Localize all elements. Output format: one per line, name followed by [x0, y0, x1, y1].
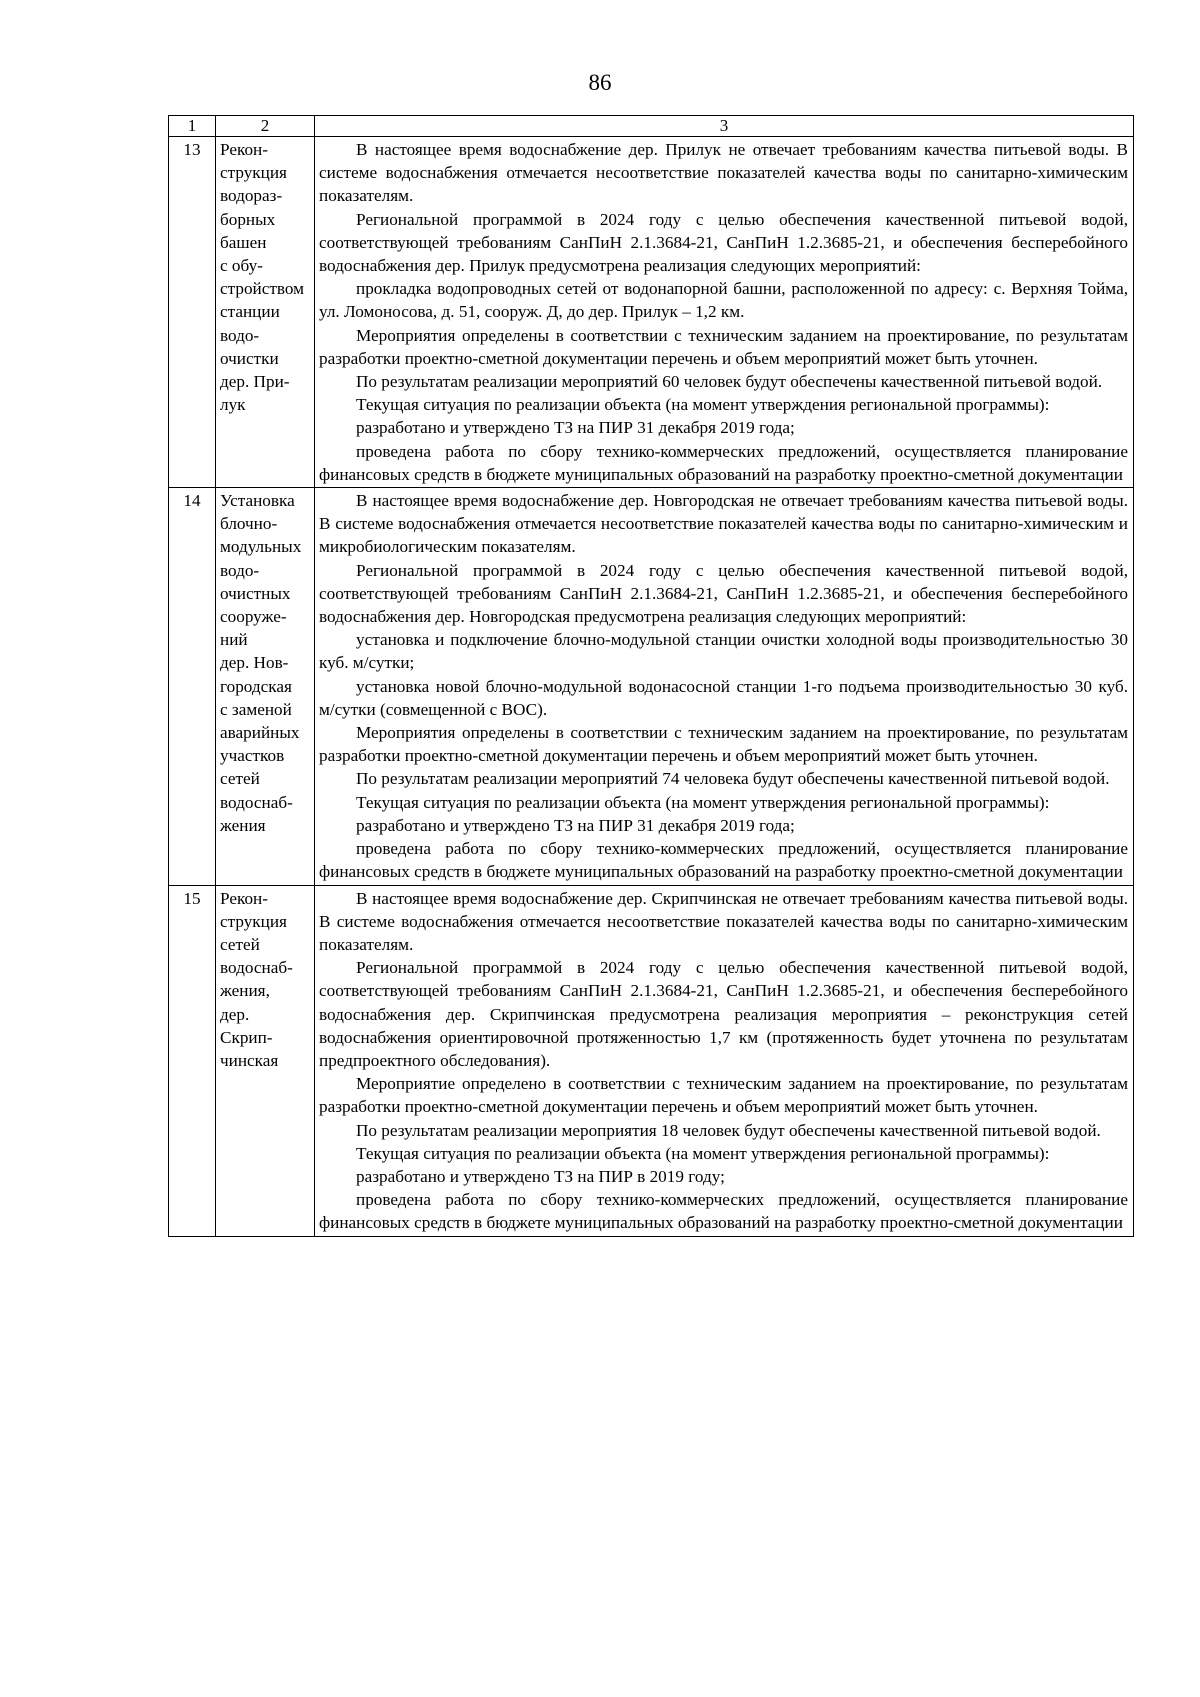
- description-paragraph: В настоящее время водоснабжение дер. Прилук не отвечает требованиям качества питьевой воды. В системе водоснабжения отмечается несоответствие показателей качества воды по санитарно-химическим показателям.: [319, 140, 1128, 206]
- object-name-line: жения,: [220, 981, 270, 1001]
- description-paragraph: проведена работа по сбору технико-коммерческих предложений, осуществляется планирование финансовых средств в бюджете муниципальных образований на разработку проектно-сметной документации: [319, 839, 1128, 882]
- object-name-line: башен: [220, 232, 267, 252]
- description-paragraph: Мероприятие определено в соответствии с техническим заданием на проектирование, по результатам разработки проектно-сметной документации перечень и объем мероприятий может быть уточнен.: [319, 1074, 1128, 1117]
- description-paragraph: Текущая ситуация по реализации объекта (на момент утверждения региональной программы):: [356, 1143, 1050, 1163]
- table-row: [169, 137, 1134, 488]
- description: [315, 488, 1134, 885]
- object-name-line: городская: [220, 676, 292, 696]
- header-col-1: 1: [169, 116, 216, 137]
- object-name-line: водо-: [220, 560, 260, 580]
- description-paragraph: Мероприятия определены в соответствии с техническим заданием на проектирование, по результатам разработки проектно-сметной документации перечень и объем мероприятий может быть уточнен.: [319, 325, 1128, 368]
- object-name-line: Скрип-: [220, 1027, 273, 1047]
- object-name-line: струкция: [220, 163, 287, 183]
- object-name-line: с заменой: [220, 699, 292, 719]
- object-name-line: блочно-: [220, 514, 278, 534]
- object-name-line: дер.: [220, 1004, 250, 1024]
- object-name-line: сетей: [220, 769, 260, 789]
- description-paragraph: разработано и утверждено ТЗ на ПИР в 2019 году;: [356, 1166, 725, 1186]
- object-name-line: водоснаб-: [220, 792, 293, 812]
- object-name-line: борных: [220, 209, 276, 229]
- row-number: 13: [169, 137, 216, 488]
- object-name-line: чинская: [220, 1050, 279, 1070]
- header-row: [169, 116, 1134, 137]
- description-paragraph: По результатам реализации мероприятия 18 человек будут обеспечены качественной питьевой водой.: [356, 1120, 1101, 1140]
- object-name-line: водораз-: [220, 186, 283, 206]
- object-name-line: стройством: [220, 279, 305, 299]
- description-paragraph: В настоящее время водоснабжение дер. Скрипчинская не отвечает требованиям качества питьевой воды. В системе водоснабжения отмечается несоответствие показателей качества воды по санитарно-химическим показателям.: [319, 888, 1128, 954]
- description-paragraph: По результатам реализации мероприятий 74 человека будут обеспечены качественной питьевой водой.: [356, 769, 1110, 789]
- object-name-line: водо-: [220, 325, 260, 345]
- description-paragraph: прокладка водопроводных сетей от водонапорной башни, расположенной по адресу: с. Верхняя Тойма, ул. Ломоносова, д. 51, сооруж. Д, до дер. Прилук – 1,2 км.: [319, 279, 1128, 322]
- object-name-line: станции: [220, 302, 280, 322]
- object-name-line: лук: [220, 395, 246, 415]
- description-paragraph: Текущая ситуация по реализации объекта (на момент утверждения региональной программы):: [356, 395, 1050, 415]
- description: [315, 137, 1134, 488]
- object-name-line: с обу-: [220, 256, 263, 276]
- description-paragraph: проведена работа по сбору технико-коммерческих предложений, осуществляется планирование финансовых средств в бюджете муниципальных образований на разработку проектно-сметной документации: [319, 1190, 1128, 1233]
- object-name-line: жения: [220, 815, 266, 835]
- page-number: 86: [588, 70, 612, 95]
- object-name-line: Рекон-: [220, 888, 268, 908]
- object-name-line: Установка: [220, 491, 295, 511]
- description-paragraph: Региональной программой в 2024 году с целью обеспечения качественной питьевой водой, соответствующей требованиям СанПиН 2.1.3684-21, СанПиН 1.2.3685-21, и обеспечения бесперебойного водоснабжения дер. Скрипчинская предусмотрена реализация мероприятия – реконструкция сетей водоснабжения ориентировочной протяженностью 1,7 км (протяженность будет уточнена по результатам предпроектного обследования).: [319, 958, 1128, 1070]
- table-body: [169, 137, 1134, 1237]
- header-col-3: 3: [315, 116, 1134, 137]
- description-paragraph: разработано и утверждено ТЗ на ПИР 31 декабря 2019 года;: [356, 418, 795, 438]
- object-name-line: очистки: [220, 348, 279, 368]
- description-paragraph: проведена работа по сбору технико-коммерческих предложений, осуществляется планирование финансовых средств в бюджете муниципальных образований на разработку проектно-сметной документации: [319, 441, 1128, 484]
- object-name-line: струкция: [220, 911, 287, 931]
- description-paragraph: Текущая ситуация по реализации объекта (на момент утверждения региональной программы):: [356, 792, 1050, 812]
- object-name-line: аварийных: [220, 723, 300, 743]
- row-number: 15: [169, 885, 216, 1236]
- object-name-line: сооруже-: [220, 607, 287, 627]
- table-row: [169, 885, 1134, 1236]
- object-name-line: дер. Нов-: [220, 653, 289, 673]
- description-paragraph: Региональной программой в 2024 году с целью обеспечения качественной питьевой водой, соответствующей требованиям СанПиН 2.1.3684-21, СанПиН 1.2.3685-21, и обеспечения бесперебойного водоснабжения дер. Новгородская предусмотрена реализация следующих мероприятий:: [319, 560, 1128, 627]
- object-name: [216, 885, 315, 1236]
- row-number: 14: [169, 488, 216, 885]
- object-name-line: модульных: [220, 537, 302, 557]
- object-name-line: водоснаб-: [220, 958, 293, 978]
- object-name-line: дер. При-: [220, 372, 290, 392]
- object-name-line: Рекон-: [220, 140, 268, 159]
- object-name-line: участков: [220, 746, 285, 766]
- description-paragraph: Региональной программой в 2024 году с целью обеспечения качественной питьевой водой, соответствующей требованиям СанПиН 2.1.3684-21, СанПиН 1.2.3685-21, и обеспечения бесперебойного водоснабжения дер. Прилук предусмотрена реализация следующих мероприятий:: [319, 209, 1128, 276]
- header-col-2: 2: [216, 116, 315, 137]
- description-paragraph: разработано и утверждено ТЗ на ПИР 31 декабря 2019 года;: [356, 815, 795, 835]
- description-paragraph: установка и подключение блочно-модульной станции очистки холодной воды производительностью 30 куб. м/сутки;: [319, 630, 1128, 673]
- object-name: [216, 488, 315, 885]
- description-paragraph: В настоящее время водоснабжение дер. Новгородская не отвечает требованиям качества питьевой воды. В системе водоснабжения отмечается несоответствие показателей качества воды по санитарно-химическим и микробиологическим показателям.: [319, 491, 1128, 557]
- description-paragraph: По результатам реализации мероприятий 60 человек будут обеспечены качественной питьевой водой.: [356, 372, 1103, 392]
- description: [315, 885, 1134, 1236]
- description-paragraph: установка новой блочно-модульной водонасосной станции 1-го подъема производительностью 30 куб. м/сутки (совмещенной с ВОС).: [319, 676, 1128, 719]
- object-name: [216, 137, 315, 488]
- object-name-line: сетей: [220, 934, 260, 954]
- description-paragraph: Мероприятия определены в соответствии с техническим заданием на проектирование, по результатам разработки проектно-сметной документации перечень и объем мероприятий может быть уточнен.: [319, 723, 1128, 766]
- object-name-line: ний: [220, 630, 248, 650]
- table-row: [169, 488, 1134, 885]
- object-name-line: очистных: [220, 583, 291, 603]
- program-table: [168, 115, 1134, 1237]
